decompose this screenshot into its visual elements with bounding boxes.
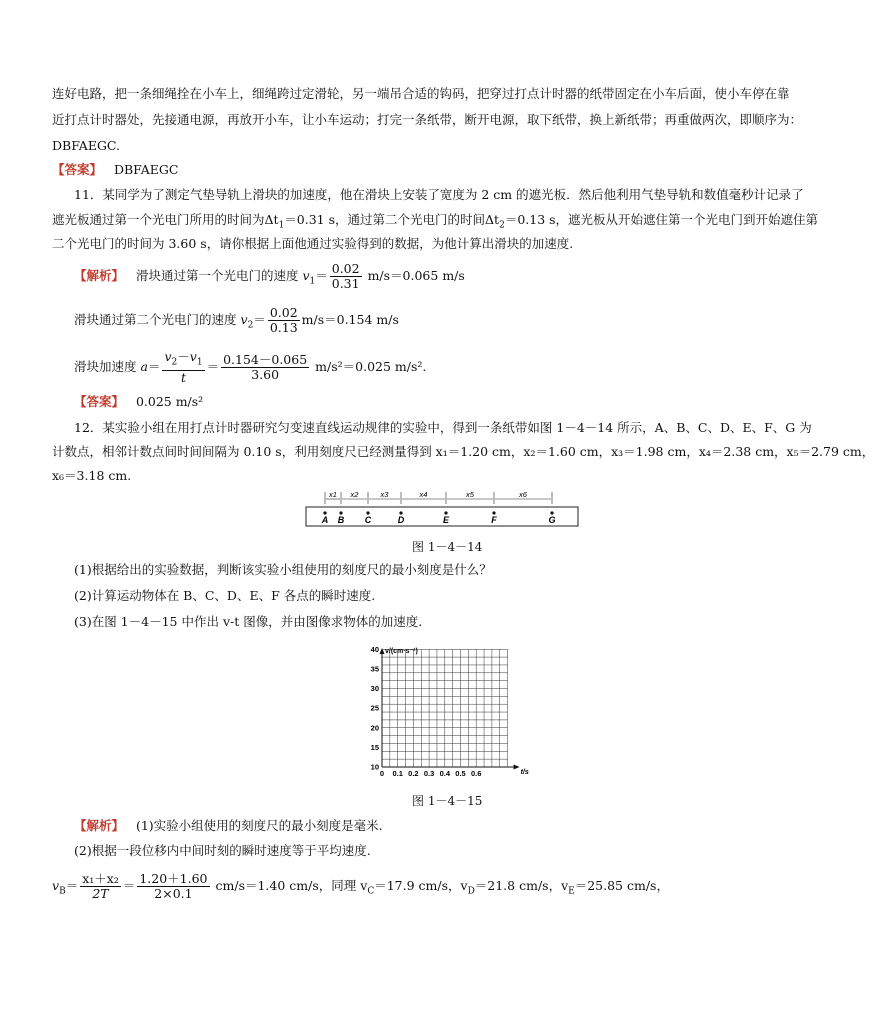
tape-label-D: D (397, 515, 405, 525)
q11-line-2: 遮光板通过第一个光电门所用的时间为$\Delta t_1=0.31$ s，通过第二个光电门的时间$\Delta t_2=0.13$ s，遮光板从开始遮住第一个光电门到开始遮住第 (52, 212, 819, 231)
tape-label-B: B (337, 515, 345, 525)
y-tick-label: 10 (370, 762, 379, 772)
q12-part-3: (3)在图 1－4－15 中作出 v-t 图像，并由图像求物体的加速度. (74, 614, 423, 629)
tape-label-G: G (548, 515, 556, 525)
answer-label: 【答案】 (52, 162, 103, 177)
q12-line-2: 计数点，相邻计数点间时间间隔为 0.10 s，利用刻度尺已经测量得到 x₁＝1.20 cm，x₂＝1.60 cm，x₃＝1.98 cm，x₄＝2.38 cm，x₅＝2.79 cm， (52, 444, 874, 459)
sol11-step-3: 滑块加速度 a＝ $\frac{v_2-v_1}{t}$ ＝ $\frac{0.154-0.065}{3.60}$ m/s²＝0.025 m/s². (74, 349, 427, 385)
figure-14-caption: 图 1－4－14 (412, 540, 483, 554)
q12-part-1: (1)根据给出的实验数据，判断该实验小组使用的刻度尺的最小刻度是什么？ (74, 562, 492, 577)
x-tick-label: 0.5 (455, 769, 466, 778)
sol11-step-1: 【解析】 滑块通过第一个光电门的速度 $v_1=$ $\frac{0.02}{0.31}$ m/s＝0.065 m/s (74, 261, 465, 291)
sol12-step-1: 【解析】 (1)实验小组使用的刻度尺的最小刻度是毫米. (74, 818, 383, 833)
x-axis-label: t/s (520, 769, 529, 776)
x-tick-label: 0.2 (408, 769, 419, 778)
y-tick-label: 15 (370, 742, 379, 752)
tape-label-C: C (364, 515, 372, 525)
vt-grid-figure (355, 644, 529, 785)
intro-line-1: 连好电路，把一条细绳拴在小车上，细绳跨过定滑轮，另一端吊合适的钩码，把穿过打点计时器的纸带固定在小车后面，使小车停在靠 (52, 86, 790, 101)
tape-seg-x6: x6 (519, 490, 527, 499)
x-tick-label: 0.6 (470, 769, 482, 778)
y-tick-label: 35 (370, 664, 379, 674)
q11-line-3: 二个光电门的时间为 3.60 s，请你根据上面他通过实验得到的数据，为他计算出滑块的加速度. (52, 236, 574, 251)
tape-seg-x1: x1 (329, 490, 337, 499)
tape-seg-x5: x5 (466, 490, 474, 499)
x-tick-label: 0.1 (392, 769, 403, 778)
y-tick-label: 25 (370, 703, 379, 713)
intro-line-3: DBFAEGC. (52, 138, 121, 153)
tape-seg-x4: x4 (419, 490, 428, 499)
tape-seg-x3: x3 (380, 490, 389, 499)
answer-10 (52, 162, 178, 178)
answer-11: 【答案】 0.025 m/s² (74, 394, 204, 409)
y-axis-arrow (380, 648, 385, 654)
y-tick-label: 40 (370, 644, 379, 654)
figure-15-caption: 图 1－4－15 (412, 794, 483, 808)
x-axis-arrow (514, 765, 520, 770)
tape-label-F: F (491, 515, 497, 525)
x-tick-label: 0 (379, 769, 385, 778)
tape-label-A: A (321, 515, 329, 525)
tape-label-E: E (442, 515, 450, 525)
paper-tape-figure (305, 490, 580, 530)
y-tick-label: 20 (370, 723, 379, 733)
answer-text: DBFAEGC (113, 162, 179, 177)
q12-line-3: x₆＝3.18 cm. (52, 468, 132, 483)
x-tick-label: 0.3 (423, 769, 435, 778)
sol12-step-3: $v_B=$ $\frac{\text{x₁＋x₂}}{2T}$ ＝ $\frac{1.20+1.60}{2\times 0.1}$ cm/s＝1.40 cm/s，同理 $v_C=17.9$ cm/s，$v_D=21.8$ cm/s，$v_E=25.85$ cm/s， (52, 871, 669, 901)
sol12-step-2: (2)根据一段位移内中间时刻的瞬时速度等于平均速度. (74, 843, 371, 858)
intro-line-2: 近打点计时器处，先接通电源，再放开小车，让小车运动；打完一条纸带，断开电源，取下纸带，换上新纸带；再重做两次，即顺序为： (52, 112, 803, 127)
x-tick-label: 0.4 (439, 769, 451, 778)
q11-line-1: 11．某同学为了测定气垫导轨上滑块的加速度，他在滑块上安装了宽度为 2 cm 的遮光板．然后他利用气垫导轨和数值毫秒计记录了 (74, 187, 804, 202)
q12-line-1: 12．某实验小组在用打点计时器研究匀变速直线运动规律的实验中，得到一条纸带如图 1－4－14 所示，A、B、C、D、E、F、G 为 (74, 420, 812, 435)
y-tick-label: 30 (370, 684, 379, 693)
tape-seg-x2: x2 (350, 490, 359, 499)
q12-part-2: (2)计算运动物体在 B、C、D、E、F 各点的瞬时速度. (74, 588, 376, 603)
sol11-step-2: 滑块通过第二个光电门的速度 $v_2=$ $\frac{0.02}{0.13}$ m/s＝0.154 m/s (74, 305, 399, 335)
y-axis-label: v/(cm·s⁻¹) (385, 648, 418, 655)
